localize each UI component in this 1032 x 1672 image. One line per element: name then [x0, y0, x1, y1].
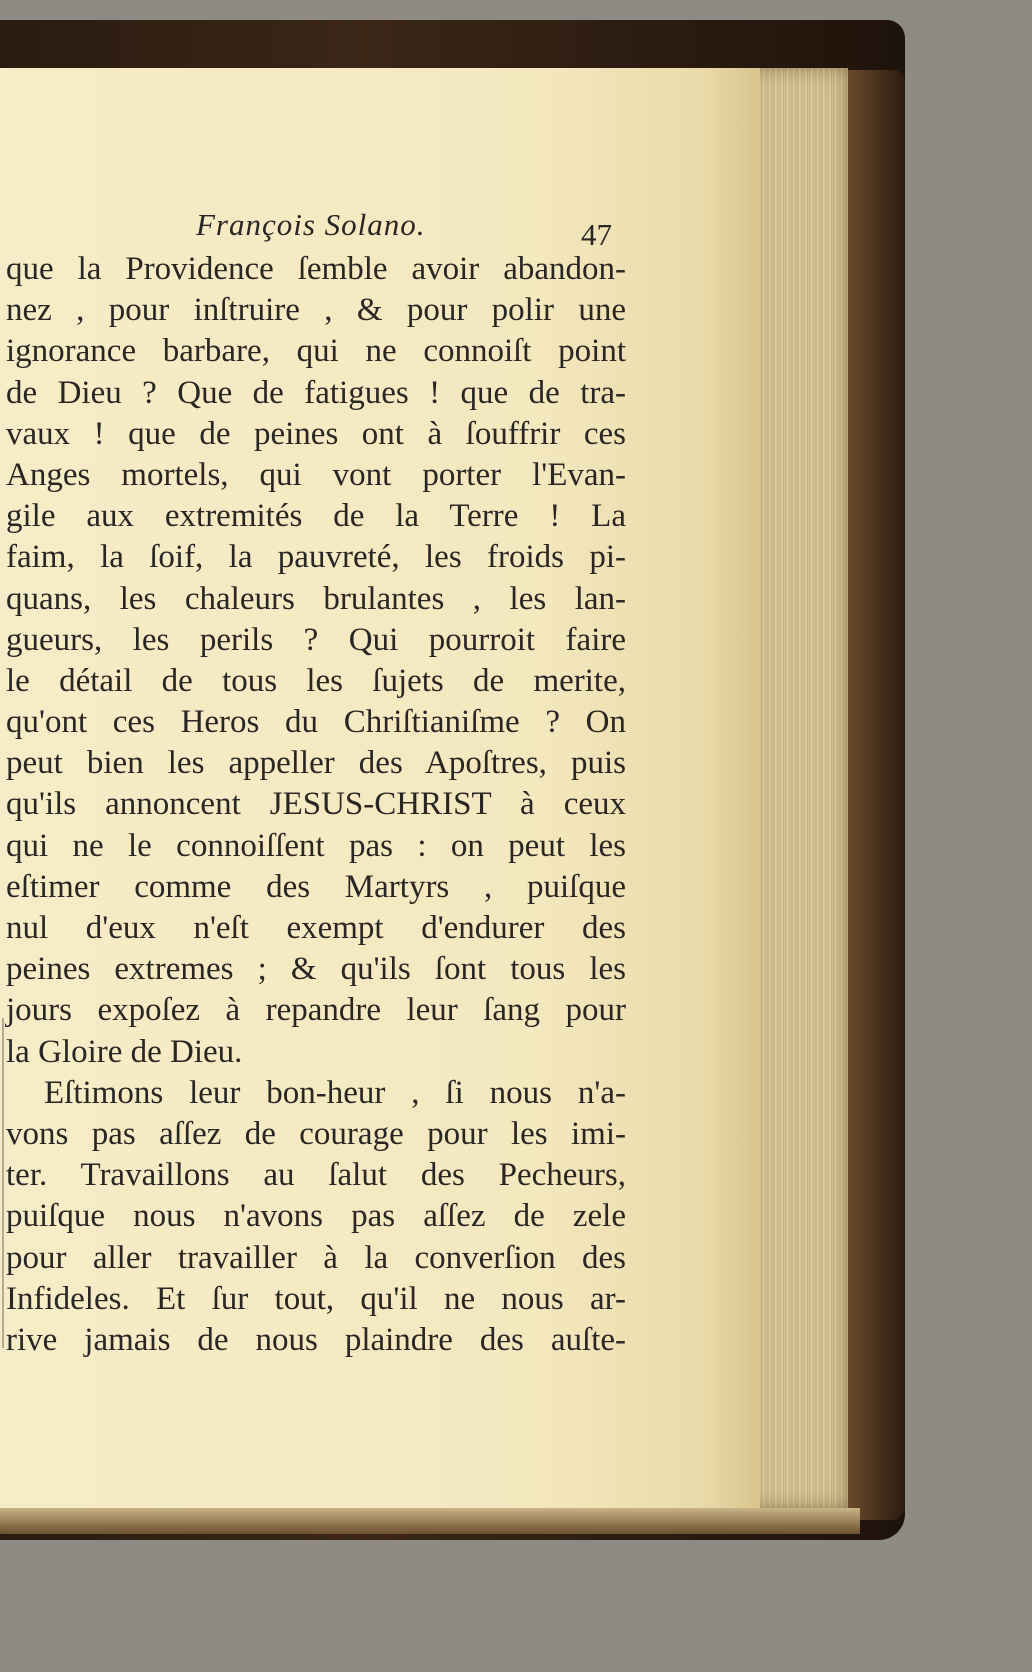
text-line: ter. Travaillons au ſalut des Pecheurs,: [6, 1157, 626, 1194]
text-line: que la Providence ſemble avoir abandon-: [6, 251, 626, 287]
text-block: [6, 203, 626, 1361]
text-line: peines extremes ; & qu'ils ſont tous les: [6, 951, 626, 988]
page-number: 47: [581, 217, 612, 252]
text-line: jours expoſez à repandre leur ſang pour: [6, 992, 626, 1029]
text-line: qu'ils annoncent JESUS-CHRIST à ceux: [6, 786, 626, 823]
text-line: nul d'eux n'eſt exempt d'endurer des: [6, 910, 626, 946]
page-header: [6, 203, 626, 252]
page-fore-edge: [748, 68, 848, 1508]
text-line: ignorance barbare, qui ne connoiſt point: [6, 333, 626, 370]
page-bottom-edge: [0, 1508, 860, 1534]
text-line: faim, la ſoif, la pauvreté, les froids pi-: [6, 539, 626, 576]
text-line: la Gloire de Dieu.: [6, 1033, 243, 1070]
text-line: gile aux extremités de la Terre ! La: [6, 498, 626, 535]
text-line: nez , pour inſtruire , & pour polir une: [6, 292, 626, 329]
text-line: Anges mortels, qui vont porter l'Evan-: [6, 456, 626, 493]
text-line: rive jamais de nous plaindre des auſte-: [6, 1321, 626, 1358]
text-line: de Dieu ? Que de fatigues ! que de tra-: [6, 374, 626, 411]
gutter-shadow: [2, 1018, 4, 1348]
running-title: François Solano.: [196, 207, 426, 242]
text-line: gueurs, les perils ? Qui pourroit faire: [6, 621, 626, 658]
text-line: vons pas aſſez de courage pour les imi-: [6, 1115, 626, 1152]
text-line: puiſque nous n'avons pas aſſez de zele: [6, 1198, 626, 1235]
text-line: peut bien les appeller des Apoſtres, puis: [6, 745, 626, 782]
text-line: vaux ! que de peines ont à ſouffrir ces: [6, 415, 626, 452]
text-line: pour aller travailler à la converſion des: [6, 1239, 626, 1276]
text-line: le détail de tous les ſujets de merite,: [6, 662, 626, 699]
text-line: qu'ont ces Heros du Chriſtianiſme ? On: [6, 704, 626, 741]
text-line: eſtimer comme des Martyrs , puiſque: [6, 868, 626, 905]
book-page: [0, 68, 760, 1508]
text-line: quans, les chaleurs brulantes , les lan-: [6, 580, 626, 617]
text-line: Infideles. Et ſur tout, qu'il ne nous ar-: [6, 1280, 626, 1317]
text-line: qui ne le connoiſſent pas : on peut les: [6, 827, 626, 864]
paragraph-start-line: Eſtimons leur bon-heur , ſi nous n'a-: [44, 1074, 626, 1111]
